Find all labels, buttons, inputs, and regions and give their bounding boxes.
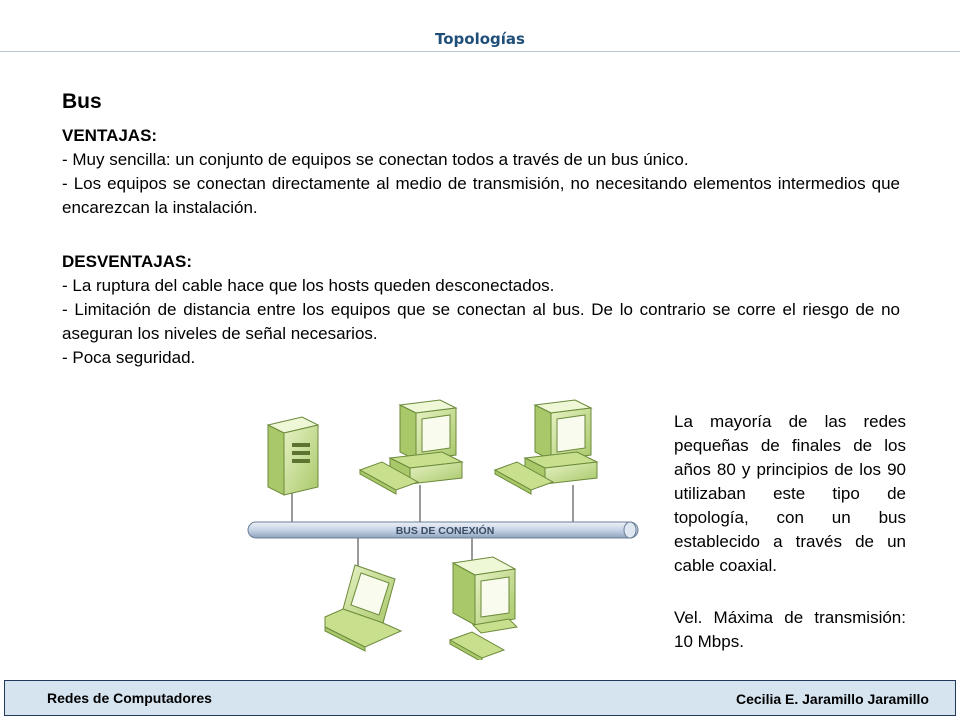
header-title: Topologías — [435, 30, 525, 48]
disadvantage-item: - La ruptura del cable hace que los hosts queden desconectados. — [62, 276, 555, 295]
side-speed-note: Vel. Máxima de transmisión: 10 Mbps. — [674, 608, 906, 651]
footer-course: Redes de Computadores — [47, 690, 212, 706]
advantages-heading: VENTAJAS: — [62, 126, 158, 145]
bus-topology-diagram — [240, 395, 650, 660]
disadvantage-item: - Poca seguridad. — [62, 348, 196, 367]
disadvantages-section — [62, 250, 900, 370]
laptop-icon — [325, 565, 401, 651]
advantage-item: - Los equipos se conectan directamente al medio de transmisión, no necesitando elementos intermedios que encarezcan la instalación. — [62, 174, 900, 217]
monitor-icon — [453, 557, 517, 633]
desktop-computer-icon — [390, 400, 462, 484]
disadvantage-item: - Limitación de distancia entre los equipos que se conectan al bus. De lo contrario se corre el riesgo de no aseguran los niveles de señal necesarios. — [62, 300, 900, 343]
bus-label: BUS DE CONEXIÓN — [395, 525, 495, 537]
advantages-section — [62, 124, 900, 220]
server-icon — [268, 417, 318, 495]
footer-bar — [4, 680, 956, 716]
desktop-computer-icon — [525, 400, 597, 484]
header-divider — [0, 51, 960, 52]
side-description: La mayoría de las redes pequeñas de finales de los años 80 y principios de los 90 utilizaban este tipo de topología, con un bus establecido a través de un cable coaxial. — [674, 412, 906, 575]
advantage-item: - Muy sencilla: un conjunto de equipos se conectan todos a través de un bus único. — [62, 150, 689, 169]
footer-author: Cecilia E. Jaramillo Jaramillo — [736, 691, 929, 707]
disadvantages-heading: DESVENTAJAS: — [62, 252, 193, 271]
keyboard-icon — [450, 632, 504, 660]
page-title: Bus — [62, 90, 102, 113]
